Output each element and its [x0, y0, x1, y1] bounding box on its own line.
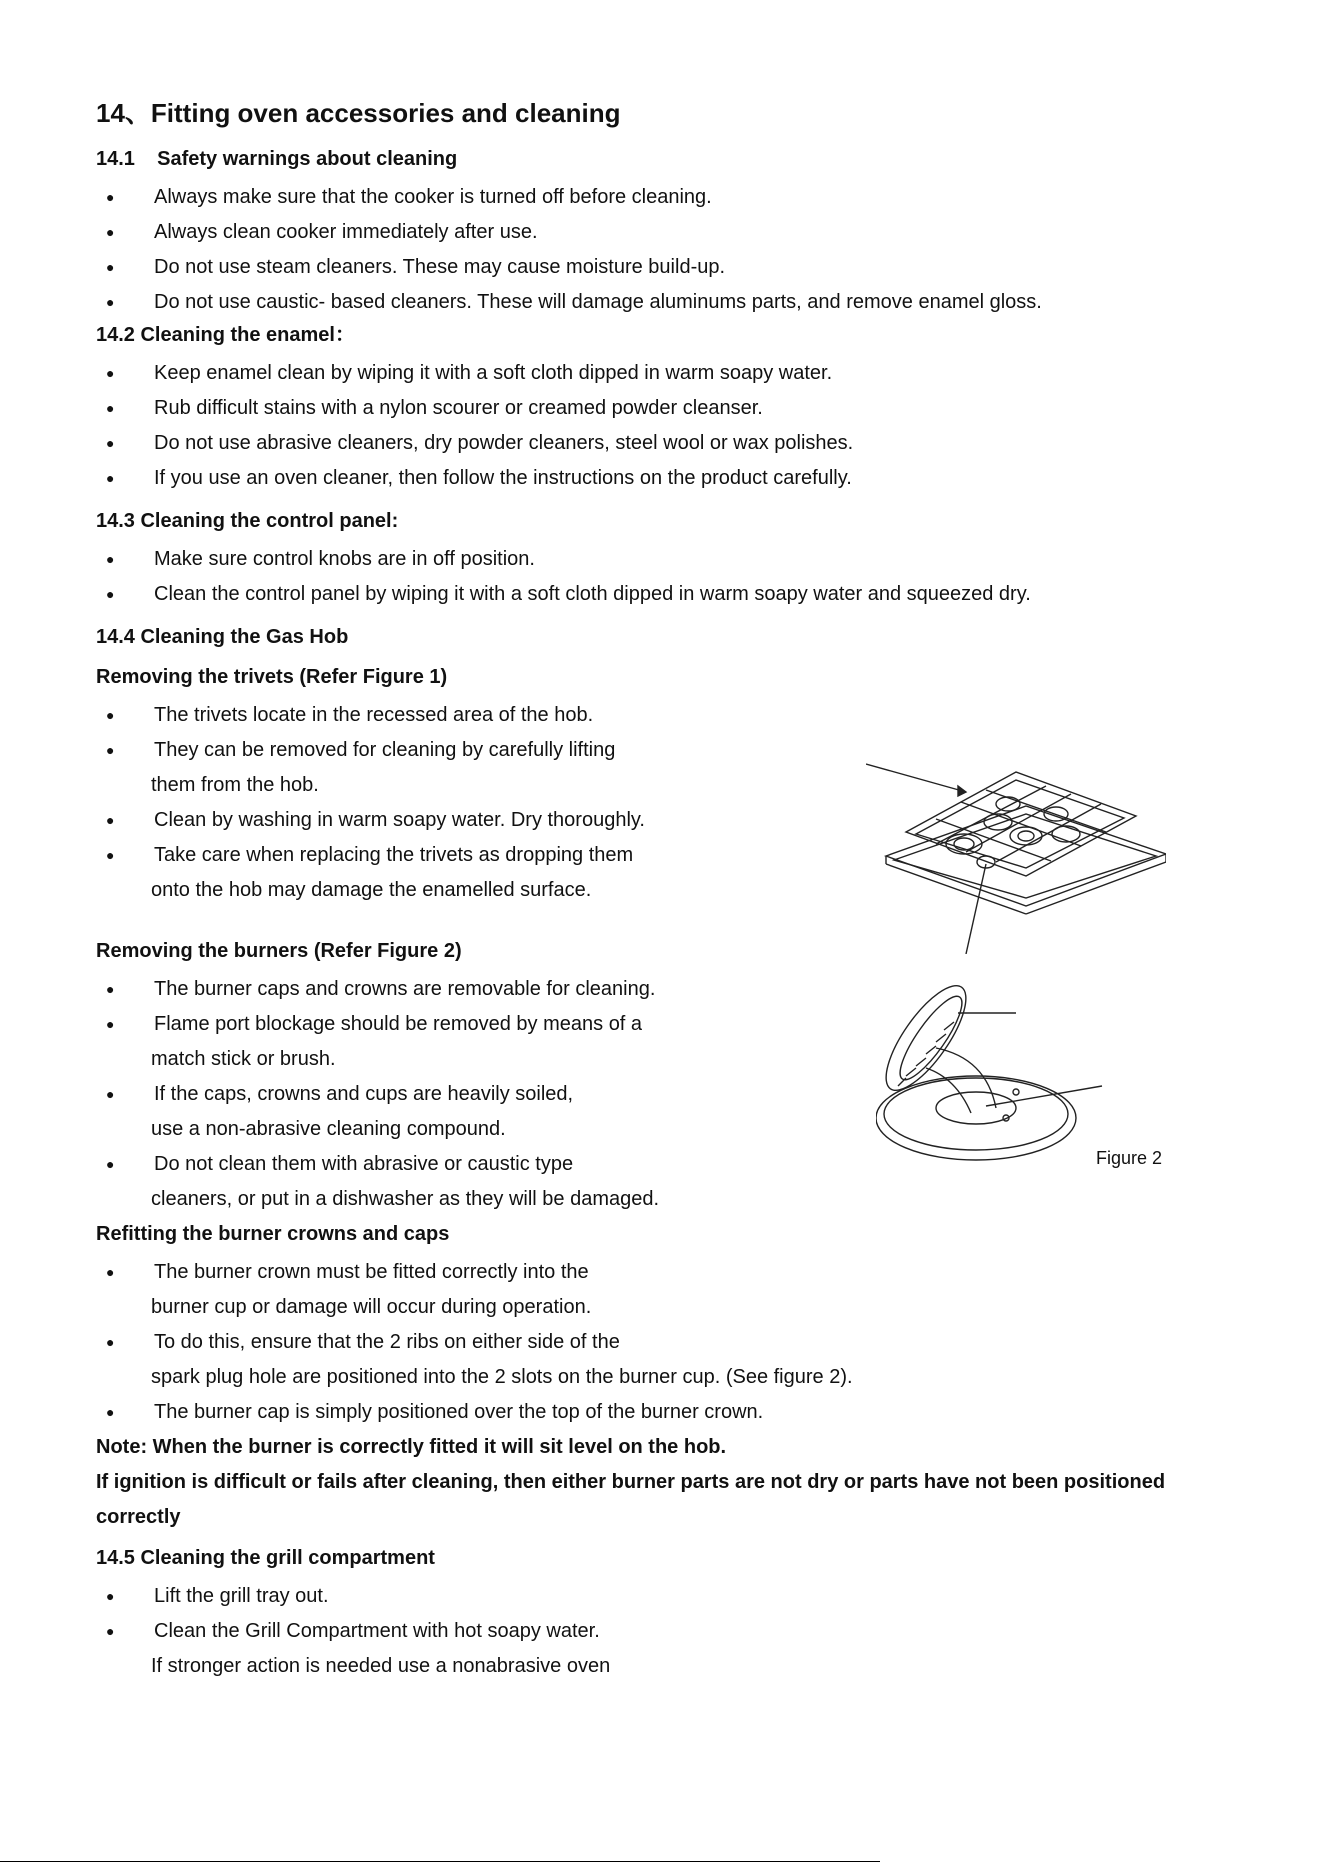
- manual-page: [96, 96, 1236, 1684]
- figure-2-caption: Figure 2: [1096, 1148, 1163, 1168]
- list-item: ● Clean the Grill Compartment with hot soapy water. If stronger action is needed use a nonabrasive oven: [96, 1614, 1236, 1684]
- list-item: ● The burner caps and crowns are removable for cleaning.: [96, 972, 1236, 1007]
- list-item: ● To do this, ensure that the 2 ribs on either side of the spark plug hole are positioned into the 2 slots on the burner cup. (See figure 2).: [96, 1325, 1236, 1395]
- list-item: ● Clean the control panel by wiping it with a soft cloth dipped in warm soapy water and squeezed dry.: [96, 577, 1236, 612]
- list-item: ● Do not clean them with abrasive or caustic type cleaners, or put in a dishwasher as they will be damaged.: [96, 1147, 1236, 1217]
- list-item: ● Always make sure that the cooker is turned off before cleaning.: [96, 180, 1236, 215]
- list-item: ● Do not use abrasive cleaners, dry powder cleaners, steel wool or wax polishes.: [96, 426, 1236, 461]
- footer-rule: [0, 1861, 880, 1862]
- list-item: ● The burner cap is simply positioned over the top of the burner crown.: [96, 1395, 1236, 1430]
- list-item: ● If you use an oven cleaner, then follow the instructions on the product carefully.: [96, 461, 1236, 496]
- subheading-trivets: Removing the trivets (Refer Figure 1): [96, 666, 448, 688]
- list-refit: [96, 1255, 1236, 1430]
- list-item: ● Take care when replacing the trivets as dropping them onto the hob may damage the enamelled surface.: [96, 838, 1236, 908]
- list-item: ● Always clean cooker immediately after use.: [96, 215, 1236, 250]
- note-level: Note: When the burner is correctly fitted it will sit level on the hob.: [96, 1436, 727, 1458]
- heading-14-2: 14.2 Cleaning the enamel：: [96, 324, 355, 346]
- list-item: ● Keep enamel clean by wiping it with a soft cloth dipped in warm soapy water.: [96, 356, 1236, 391]
- burner-figure: [876, 968, 1126, 1168]
- list-item: ● Make sure control knobs are in off position.: [96, 542, 1236, 577]
- list-item: ● If the caps, crowns and cups are heavily soiled, use a non-abrasive cleaning compound.: [96, 1077, 1236, 1147]
- list-item: ● Clean by washing in warm soapy water. Dry thoroughly.: [96, 803, 1236, 838]
- subheading-burners: Removing the burners (Refer Figure 2): [96, 940, 462, 962]
- heading-14-1: 14.1 Safety warnings about cleaning: [96, 148, 458, 170]
- list-14-3: [96, 542, 1236, 612]
- list-item: ● They can be removed for cleaning by carefully lifting them from the hob.: [96, 733, 1236, 803]
- heading-14-4: 14.4 Cleaning the Gas Hob: [96, 626, 349, 648]
- trivets-block: [96, 664, 1236, 908]
- list-14-1: [96, 180, 1236, 320]
- list-item: ● The burner crown must be fitted correctly into the burner cup or damage will occur during operation.: [96, 1255, 1236, 1325]
- burners-block: [96, 938, 1236, 1217]
- section-title: 14、Fitting oven accessories and cleaning: [96, 98, 621, 128]
- subheading-refit: Refitting the burner crowns and caps: [96, 1223, 450, 1245]
- list-item: ● Do not use steam cleaners. These may cause moisture build-up.: [96, 250, 1236, 285]
- list-item: ● Do not use caustic- based cleaners. These will damage aluminums parts, and remove enamel gloss.: [96, 285, 1236, 320]
- list-14-5: [96, 1579, 1236, 1684]
- list-item: ● Lift the grill tray out.: [96, 1579, 1236, 1614]
- list-item: ● The trivets locate in the recessed area of the hob.: [96, 698, 1236, 733]
- note-ignition: If ignition is difficult or fails after cleaning, then either burner parts are not dry or parts have not been positioned correctly: [96, 1471, 1166, 1528]
- hob-trivets-figure: [866, 724, 1166, 954]
- heading-14-5: 14.5 Cleaning the grill compartment: [96, 1547, 435, 1569]
- list-item: ● Flame port blockage should be removed by means of a match stick or brush.: [96, 1007, 1236, 1077]
- list-14-2: [96, 356, 1236, 496]
- heading-14-3: 14.3 Cleaning the control panel:: [96, 510, 399, 532]
- list-item: ● Rub difficult stains with a nylon scourer or creamed powder cleanser.: [96, 391, 1236, 426]
